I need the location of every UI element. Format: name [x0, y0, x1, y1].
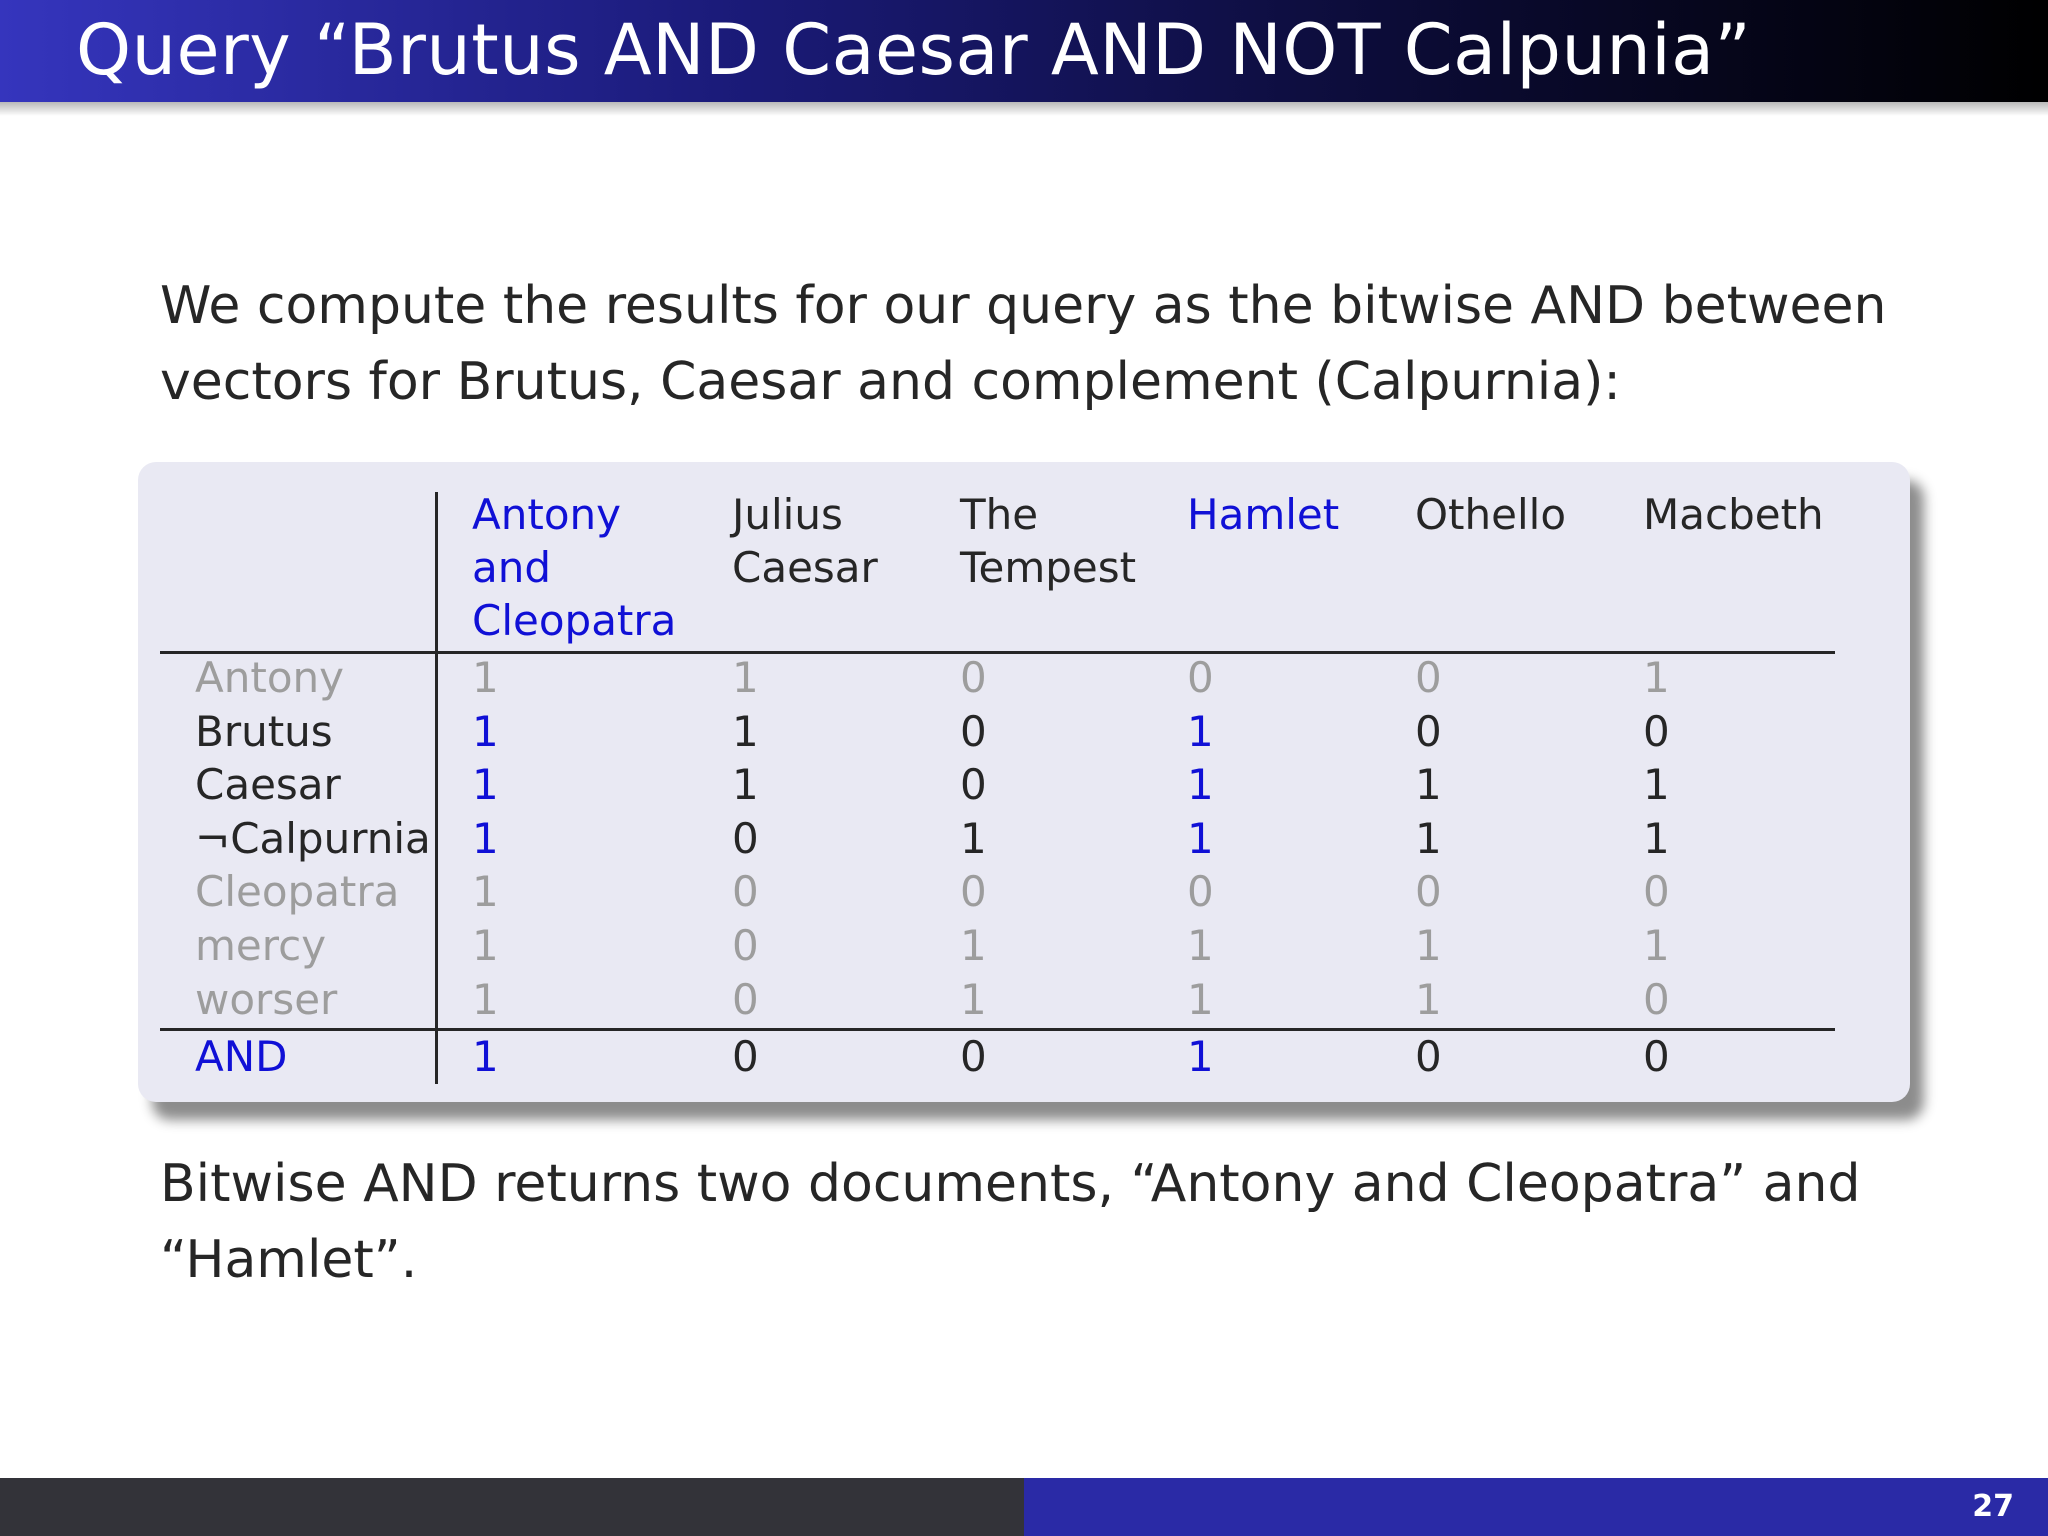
table-cell: 1 [472, 974, 499, 1024]
footer-right-bar [1024, 1478, 2048, 1536]
table-cell: 1 [472, 760, 499, 810]
table-cell: 0 [960, 867, 987, 917]
row-label: mercy [195, 921, 327, 970]
table-cell: 1 [960, 921, 987, 970]
table-cell: 1 [1643, 921, 1670, 970]
intro-paragraph [160, 268, 1900, 420]
column-header-line: The [960, 490, 1039, 539]
table-cell: 0 [1187, 653, 1214, 702]
table-cell: 1 [472, 653, 499, 702]
table-cell: 1 [472, 921, 499, 970]
table-cell: 1 [1187, 760, 1214, 810]
table-cell: 1 [1415, 760, 1442, 810]
table-cell: 0 [960, 706, 987, 756]
table-cell: 1 [1187, 813, 1214, 863]
column-header [472, 488, 676, 647]
column-header-line: Julius [732, 490, 843, 539]
table-vertical-rule [435, 492, 438, 1084]
result-line: “Hamlet”. [160, 1230, 418, 1290]
row-label: Caesar [195, 760, 341, 810]
table-cell: 1 [472, 813, 499, 863]
slide-title: Query “Brutus AND Caesar AND NOT Calpunia” [76, 9, 1752, 91]
table-cell: 0 [1643, 974, 1670, 1024]
column-header-line: Hamlet [1187, 490, 1340, 539]
column-header [1187, 488, 1339, 541]
table-cell: 1 [960, 974, 987, 1024]
row-label: Brutus [195, 706, 333, 756]
table-cell: 0 [1187, 867, 1214, 917]
table-cell: 1 [1187, 921, 1214, 970]
table-cell: 0 [732, 974, 759, 1024]
table-cell: 0 [732, 1032, 759, 1082]
table-cell: 0 [1415, 1032, 1442, 1082]
table-cell: 0 [960, 1032, 987, 1082]
table-cell: 1 [732, 706, 759, 756]
table-cell: 1 [960, 813, 987, 863]
row-label: ¬Calpurnia [195, 813, 431, 863]
intro-line: We compute the results for our query as the bitwise AND between [160, 276, 1887, 336]
table-result-rule [160, 1028, 1835, 1031]
row-label: worser [195, 974, 338, 1024]
table-header-rule [160, 651, 1835, 654]
table-cell: 1 [472, 867, 499, 917]
column-header [732, 488, 878, 594]
column-header-line: Tempest [960, 543, 1137, 592]
column-header [1415, 488, 1566, 541]
table-cell: 0 [732, 813, 759, 863]
table-cell: 1 [1643, 653, 1670, 702]
table-cell: 1 [1415, 974, 1442, 1024]
table-cell: 1 [1187, 1032, 1214, 1082]
table-cell: 1 [1643, 813, 1670, 863]
table-cell: 0 [1643, 867, 1670, 917]
page-number: 27 [1972, 1489, 2014, 1524]
table-cell: 1 [732, 653, 759, 702]
column-header-line: Antony [472, 490, 621, 539]
table-cell: 0 [960, 760, 987, 810]
column-header-line: Othello [1415, 490, 1567, 539]
row-label: Antony [195, 653, 344, 702]
table-cell: 0 [1643, 706, 1670, 756]
column-header-line: Macbeth [1643, 490, 1824, 539]
table-cell: 1 [1415, 813, 1442, 863]
table-cell: 1 [1187, 706, 1214, 756]
title-shadow [0, 102, 2048, 116]
footer-left-bar [0, 1478, 1024, 1536]
column-header-line: Cleopatra [472, 596, 677, 645]
column-header [960, 488, 1136, 594]
table-cell: 0 [732, 921, 759, 970]
column-header-line: Caesar [732, 543, 878, 592]
table-cell: 1 [1187, 974, 1214, 1024]
table-cell: 1 [1643, 760, 1670, 810]
result-paragraph [160, 1146, 1900, 1298]
table-cell: 0 [732, 867, 759, 917]
table-cell: 1 [1415, 921, 1442, 970]
table-cell: 1 [472, 1032, 499, 1082]
row-label: Cleopatra [195, 867, 400, 917]
table-cell: 1 [732, 760, 759, 810]
column-header [1643, 488, 1824, 541]
result-line: Bitwise AND returns two documents, “Antony and Cleopatra” and [160, 1154, 1861, 1214]
row-label: AND [195, 1032, 288, 1082]
table-cell: 1 [472, 706, 499, 756]
intro-line: vectors for Brutus, Caesar and complement (Calpurnia): [160, 352, 1621, 412]
table-cell: 0 [1415, 867, 1442, 917]
table-cell: 0 [960, 653, 987, 702]
table-cell: 0 [1415, 653, 1442, 702]
table-cell: 0 [1643, 1032, 1670, 1082]
column-header-line: and [472, 543, 552, 592]
table-cell: 0 [1415, 706, 1442, 756]
